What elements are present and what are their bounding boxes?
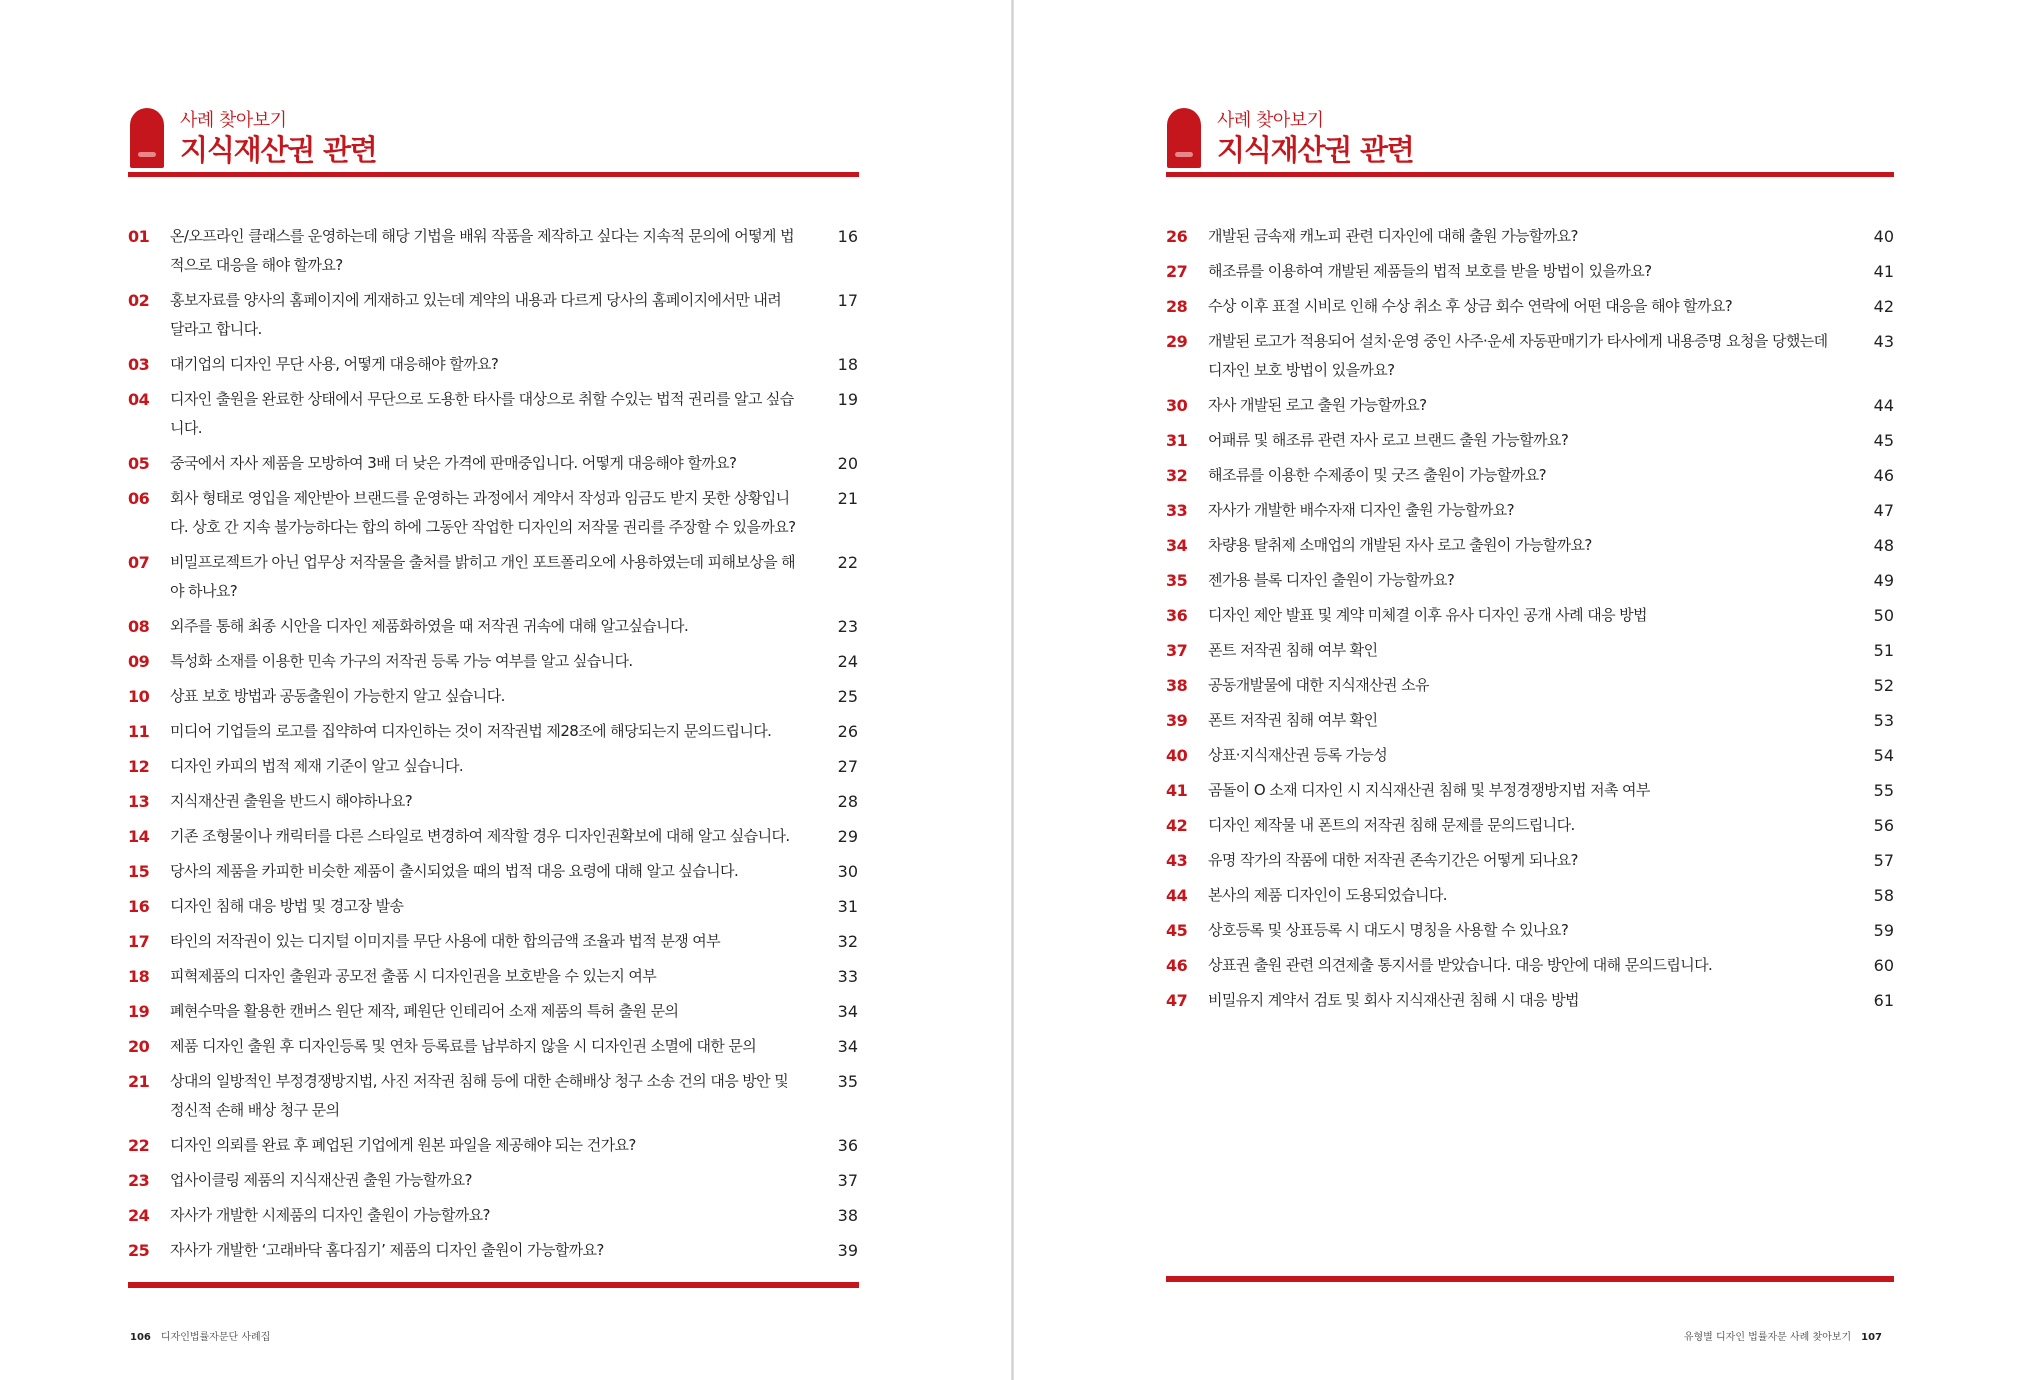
toc-entry-page: 16 bbox=[837, 227, 858, 246]
toc-entry-number: 07 bbox=[128, 553, 150, 572]
page-number: 106 bbox=[130, 1332, 151, 1343]
header-rule bbox=[128, 172, 859, 177]
toc-entry-page: 23 bbox=[837, 617, 858, 636]
toc-entry[interactable] bbox=[128, 682, 858, 711]
toc-entry-page: 25 bbox=[837, 687, 858, 706]
toc-entry[interactable] bbox=[1166, 811, 1894, 840]
toc-entry[interactable] bbox=[128, 962, 858, 991]
toc-entry-page: 29 bbox=[837, 827, 858, 846]
toc-entry-title: 회사 형태로 영입을 제안받아 브랜드를 운영하는 과정에서 계약서 작성과 임금도 받지 못한 상황입니다. 상호 간 지속 불가능하다는 합의 하에 그동안 작업한 디자인의 저작물 권리를 주장할 수 있을까요? bbox=[170, 489, 796, 536]
section-tab-icon bbox=[1167, 108, 1201, 168]
toc-entry-title: 자사가 개발한 시제품의 디자인 출원이 가능할까요? bbox=[170, 1206, 490, 1224]
toc-entry[interactable] bbox=[1166, 776, 1894, 805]
toc-entry-title: 업사이클링 제품의 지식재산권 출원 가능할까요? bbox=[170, 1171, 472, 1189]
toc-entry-number: 01 bbox=[128, 227, 150, 246]
toc-entry-title: 디자인 제작물 내 폰트의 저작권 침해 문제를 문의드립니다. bbox=[1208, 816, 1575, 834]
toc-entry-title: 폰트 저작권 침해 여부 확인 bbox=[1208, 641, 1378, 659]
header-rule bbox=[1166, 172, 1894, 177]
toc-entry[interactable] bbox=[1166, 496, 1894, 525]
toc-entry-title: 개발된 로고가 적용되어 설치·운영 중인 사주·운세 자동판매기가 타사에게 내용증명 요청을 당했는데 디자인 보호 방법이 있을까요? bbox=[1208, 332, 1828, 379]
toc-entry-number: 31 bbox=[1166, 431, 1188, 450]
toc-entry-title: 자사가 개발한 ‘고래바닥 홈다짐기’ 제품의 디자인 출원이 가능할까요? bbox=[170, 1241, 604, 1259]
toc-entry-number: 29 bbox=[1166, 332, 1188, 351]
toc-entry-number: 21 bbox=[128, 1072, 150, 1091]
toc-entry-title: 어패류 및 해조류 관련 자사 로고 브랜드 출원 가능할까요? bbox=[1208, 431, 1569, 449]
toc-entry-number: 17 bbox=[128, 932, 150, 951]
toc-entry-number: 25 bbox=[128, 1241, 150, 1260]
toc-entry-number: 14 bbox=[128, 827, 150, 846]
right-page bbox=[1015, 0, 2017, 1380]
toc-entry-page: 40 bbox=[1873, 227, 1894, 246]
toc-entry-number: 34 bbox=[1166, 536, 1188, 555]
toc-entry[interactable] bbox=[1166, 916, 1894, 945]
toc-entry-page: 51 bbox=[1873, 641, 1894, 660]
toc-entry-title: 해조류를 이용하여 개발된 제품들의 법적 보호를 받을 방법이 있을까요? bbox=[1208, 262, 1652, 280]
footer-title: 디자인법률자문단 사례집 bbox=[160, 1332, 271, 1343]
toc-entry-number: 43 bbox=[1166, 851, 1188, 870]
toc-entry-number: 42 bbox=[1166, 816, 1188, 835]
toc-entry-title: 미디어 기업들의 로고를 집약하여 디자인하는 것이 저작권법 제28조에 해당되는지 문의드립니다. bbox=[170, 722, 772, 740]
footer-rule bbox=[1166, 1276, 1894, 1282]
toc-entry-title: 젠가용 블록 디자인 출원이 가능할까요? bbox=[1208, 571, 1455, 589]
toc-entry[interactable] bbox=[1166, 671, 1894, 700]
section-subtitle: 사례 찾아보기 bbox=[1217, 110, 1324, 131]
toc-entry-title: 외주를 통해 최종 시안을 디자인 제품화하였을 때 저작권 귀속에 대해 알고싶습니다. bbox=[170, 617, 689, 635]
toc-entry-title: 상표·지식재산권 등록 가능성 bbox=[1208, 746, 1388, 764]
toc-entry[interactable] bbox=[128, 385, 858, 443]
toc-entry-page: 47 bbox=[1873, 501, 1894, 520]
page-footer bbox=[130, 1328, 270, 1343]
toc-entry-number: 23 bbox=[128, 1171, 150, 1190]
toc-entry-title: 디자인 의뢰를 완료 후 폐업된 기업에게 원본 파일을 제공해야 되는 건가요? bbox=[170, 1136, 636, 1154]
toc-entry-title: 디자인 침해 대응 방법 및 경고장 발송 bbox=[170, 897, 404, 915]
toc-entry-number: 13 bbox=[128, 792, 150, 811]
toc-entry-page: 39 bbox=[837, 1241, 858, 1260]
toc-entry-title: 대기업의 디자인 무단 사용, 어떻게 대응해야 할까요? bbox=[170, 355, 499, 373]
toc-entry-page: 55 bbox=[1873, 781, 1894, 800]
toc-entry-page: 32 bbox=[837, 932, 858, 951]
toc-entry[interactable] bbox=[1166, 636, 1894, 665]
toc-entry-number: 36 bbox=[1166, 606, 1188, 625]
toc-entry-number: 33 bbox=[1166, 501, 1188, 520]
footer-title: 유형별 디자인 법률자문 사례 찾아보기 bbox=[1683, 1332, 1852, 1343]
toc-entry-page: 31 bbox=[837, 897, 858, 916]
section-header bbox=[1165, 106, 1895, 176]
toc-entry-title: 상호등록 및 상표등록 시 대도시 명칭을 사용할 수 있나요? bbox=[1208, 921, 1569, 939]
toc-entry-number: 03 bbox=[128, 355, 150, 374]
toc-entry-number: 30 bbox=[1166, 396, 1188, 415]
toc-entry-title: 홍보자료를 양사의 홈페이지에 게재하고 있는데 계약의 내용과 다르게 당사의 홈페이지에서만 내려 달라고 합니다. bbox=[170, 291, 782, 338]
footer-rule bbox=[128, 1282, 859, 1288]
toc-entry[interactable] bbox=[128, 892, 858, 921]
toc-entry[interactable] bbox=[128, 822, 858, 851]
toc-entry-title: 해조류를 이용한 수제종이 및 굿즈 출원이 가능할까요? bbox=[1208, 466, 1546, 484]
toc-entry-page: 53 bbox=[1873, 711, 1894, 730]
toc-entry-number: 04 bbox=[128, 390, 150, 409]
toc-entry-title: 자사가 개발한 배수자재 디자인 출원 가능할까요? bbox=[1208, 501, 1515, 519]
toc-entry-page: 42 bbox=[1873, 297, 1894, 316]
toc-entry-number: 11 bbox=[128, 722, 150, 741]
toc-entry[interactable] bbox=[128, 717, 858, 746]
toc-entry[interactable] bbox=[128, 350, 858, 379]
toc-entry-title: 상대의 일방적인 부정경쟁방지법, 사진 저작권 침해 등에 대한 손해배상 청구 소송 건의 대응 방안 및 정신적 손해 배상 청구 문의 bbox=[170, 1072, 789, 1119]
toc-entry[interactable] bbox=[128, 787, 858, 816]
toc-entry-number: 37 bbox=[1166, 641, 1188, 660]
toc-entry-page: 34 bbox=[837, 1002, 858, 1021]
toc-entry-title: 제품 디자인 출원 후 디자인등록 및 연차 등록료를 납부하지 않을 시 디자인권 소멸에 대한 문의 bbox=[170, 1037, 757, 1055]
section-title: 지식재산권 관련 bbox=[1217, 133, 1414, 167]
toc-entry-title: 비밀프로젝트가 아닌 업무상 저작물을 출처를 밝히고 개인 포트폴리오에 사용하였는데 피해보상을 해야 하나요? bbox=[170, 553, 796, 600]
toc-entry[interactable] bbox=[1166, 257, 1894, 286]
toc-entry[interactable] bbox=[1166, 426, 1894, 455]
toc-entry-page: 19 bbox=[837, 390, 858, 409]
toc-entry-title: 상표권 출원 관련 의견제출 통지서를 받았습니다. 대응 방안에 대해 문의드립니다. bbox=[1208, 956, 1713, 974]
toc-entry[interactable] bbox=[128, 548, 858, 606]
section-tab-icon bbox=[130, 108, 164, 168]
toc-entry-page: 30 bbox=[837, 862, 858, 881]
toc-entry-page: 27 bbox=[837, 757, 858, 776]
toc-entry-page: 50 bbox=[1873, 606, 1894, 625]
toc-entry[interactable] bbox=[128, 1201, 858, 1230]
section-title: 지식재산권 관련 bbox=[180, 133, 377, 167]
toc-entry-page: 61 bbox=[1873, 991, 1894, 1010]
toc-entry-title: 폐현수막을 활용한 캔버스 원단 제작, 폐원단 인테리어 소재 제품의 특허 출원 문의 bbox=[170, 1002, 679, 1020]
toc-entry-title: 피혁제품의 디자인 출원과 공모전 출품 시 디자인권을 보호받을 수 있는지 여부 bbox=[170, 967, 657, 985]
toc-entry[interactable] bbox=[1166, 461, 1894, 490]
toc-entry[interactable] bbox=[128, 1131, 858, 1160]
toc-entry-page: 35 bbox=[837, 1072, 858, 1091]
toc-entry-page: 34 bbox=[837, 1037, 858, 1056]
toc-entry-number: 28 bbox=[1166, 297, 1188, 316]
toc-entry-page: 22 bbox=[837, 553, 858, 572]
toc-entry-number: 08 bbox=[128, 617, 150, 636]
toc-entry-number: 19 bbox=[128, 1002, 150, 1021]
toc-entry-page: 38 bbox=[837, 1206, 858, 1225]
toc-entry-title: 디자인 제안 발표 및 계약 미체결 이후 유사 디자인 공개 사례 대응 방법 bbox=[1208, 606, 1647, 624]
toc-entry-page: 41 bbox=[1873, 262, 1894, 281]
toc-entry-title: 수상 이후 표절 시비로 인해 수상 취소 후 상금 회수 연락에 어떤 대응을 해야 할까요? bbox=[1208, 297, 1733, 315]
toc-entry-page: 60 bbox=[1873, 956, 1894, 975]
toc-entry-title: 타인의 저작권이 있는 디지털 이미지를 무단 사용에 대한 합의금액 조율과 법적 분쟁 여부 bbox=[170, 932, 721, 950]
toc-entry-title: 비밀유지 계약서 검토 및 회사 지식재산권 침해 시 대응 방법 bbox=[1208, 991, 1579, 1009]
toc-entry-page: 18 bbox=[837, 355, 858, 374]
toc-entry-page: 57 bbox=[1873, 851, 1894, 870]
toc-entry[interactable] bbox=[1166, 951, 1894, 980]
toc-entry[interactable] bbox=[1166, 706, 1894, 735]
toc-entry-page: 37 bbox=[837, 1171, 858, 1190]
toc-entry[interactable] bbox=[1166, 566, 1894, 595]
toc-entry-page: 49 bbox=[1873, 571, 1894, 590]
toc-entry-title: 본사의 제품 디자인이 도용되었습니다. bbox=[1208, 886, 1447, 904]
toc-entry[interactable] bbox=[128, 927, 858, 956]
page-gutter bbox=[1011, 0, 1014, 1380]
toc-entry-title: 차량용 탈취제 소매업의 개발된 자사 로고 출원이 가능할까요? bbox=[1208, 536, 1592, 554]
toc-entry-page: 36 bbox=[837, 1136, 858, 1155]
toc-entry[interactable] bbox=[128, 1166, 858, 1195]
toc-entry[interactable] bbox=[1166, 846, 1894, 875]
toc-entry[interactable] bbox=[1166, 601, 1894, 630]
toc-entry-title: 중국에서 자사 제품을 모방하여 3배 더 낮은 가격에 판매중입니다. 어떻게 대응해야 할까요? bbox=[170, 454, 737, 472]
toc-entry-number: 46 bbox=[1166, 956, 1188, 975]
toc-entry[interactable] bbox=[1166, 881, 1894, 910]
toc-entry[interactable] bbox=[128, 1067, 858, 1125]
toc-entry-number: 47 bbox=[1166, 991, 1188, 1010]
toc-entry-number: 09 bbox=[128, 652, 150, 671]
toc-entry-page: 24 bbox=[837, 652, 858, 671]
toc-entry-page: 17 bbox=[837, 291, 858, 310]
toc-entry-page: 46 bbox=[1873, 466, 1894, 485]
toc-entry-page: 44 bbox=[1873, 396, 1894, 415]
toc-entry-title: 유명 작가의 작품에 대한 저작권 존속기간은 어떻게 되나요? bbox=[1208, 851, 1578, 869]
toc-entry-page: 43 bbox=[1873, 332, 1894, 351]
toc-entry-title: 폰트 저작권 침해 여부 확인 bbox=[1208, 711, 1378, 729]
toc-entry-page: 56 bbox=[1873, 816, 1894, 835]
page-number: 107 bbox=[1861, 1332, 1882, 1343]
toc-entry-number: 26 bbox=[1166, 227, 1188, 246]
toc-entry-number: 10 bbox=[128, 687, 150, 706]
toc-entry[interactable] bbox=[128, 752, 858, 781]
toc-entry-title: 온/오프라인 클래스를 운영하는데 해당 기법을 배워 작품을 제작하고 싶다는 지속적 문의에 어떻게 법적으로 대응을 해야 할까요? bbox=[170, 227, 794, 274]
toc-entry-page: 48 bbox=[1873, 536, 1894, 555]
toc-entry-title: 당사의 제품을 카피한 비슷한 제품이 출시되었을 때의 법적 대응 요령에 대해 알고 싶습니다. bbox=[170, 862, 739, 880]
toc-entry-page: 26 bbox=[837, 722, 858, 741]
toc-list bbox=[128, 222, 858, 1271]
toc-entry-page: 59 bbox=[1873, 921, 1894, 940]
toc-entry-title: 디자인 출원을 완료한 상태에서 무단으로 도용한 타사를 대상으로 취할 수있는 법적 권리를 알고 싶습니다. bbox=[170, 390, 794, 437]
toc-entry-page: 20 bbox=[837, 454, 858, 473]
toc-entry-number: 27 bbox=[1166, 262, 1188, 281]
page-footer bbox=[1684, 1328, 1882, 1343]
toc-entry[interactable] bbox=[128, 997, 858, 1026]
toc-entry-page: 52 bbox=[1873, 676, 1894, 695]
toc-entry-page: 33 bbox=[837, 967, 858, 986]
toc-entry-number: 38 bbox=[1166, 676, 1188, 695]
toc-entry-number: 24 bbox=[128, 1206, 150, 1225]
toc-entry-page: 54 bbox=[1873, 746, 1894, 765]
toc-entry[interactable] bbox=[128, 222, 858, 280]
toc-entry[interactable] bbox=[1166, 327, 1894, 385]
toc-entry[interactable] bbox=[1166, 292, 1894, 321]
toc-entry-number: 05 bbox=[128, 454, 150, 473]
toc-entry[interactable] bbox=[1166, 222, 1894, 251]
toc-entry-number: 02 bbox=[128, 291, 150, 310]
toc-entry-number: 16 bbox=[128, 897, 150, 916]
toc-entry[interactable] bbox=[128, 449, 858, 478]
section-header bbox=[128, 106, 858, 176]
toc-entry-title: 특성화 소재를 이용한 민속 가구의 저작권 등록 가능 여부를 알고 싶습니다. bbox=[170, 652, 633, 670]
toc-entry-number: 35 bbox=[1166, 571, 1188, 590]
toc-entry-title: 자사 개발된 로고 출원 가능할까요? bbox=[1208, 396, 1427, 414]
toc-entry-title: 디자인 카피의 법적 제재 기준이 알고 싶습니다. bbox=[170, 757, 464, 775]
toc-entry-number: 06 bbox=[128, 489, 150, 508]
toc-entry-number: 45 bbox=[1166, 921, 1188, 940]
toc-entry-title: 곰돌이 O 소재 디자인 시 지식재산권 침해 및 부정경쟁방지법 저촉 여부 bbox=[1208, 781, 1650, 799]
toc-entry[interactable] bbox=[128, 612, 858, 641]
toc-list bbox=[1166, 222, 1894, 1021]
toc-entry[interactable] bbox=[1166, 391, 1894, 420]
toc-entry-title: 상표 보호 방법과 공동출원이 가능한지 알고 싶습니다. bbox=[170, 687, 505, 705]
toc-entry[interactable] bbox=[128, 286, 858, 344]
toc-entry-number: 40 bbox=[1166, 746, 1188, 765]
toc-entry-page: 58 bbox=[1873, 886, 1894, 905]
toc-entry-number: 32 bbox=[1166, 466, 1188, 485]
toc-entry-page: 21 bbox=[837, 489, 858, 508]
toc-entry-number: 22 bbox=[128, 1136, 150, 1155]
toc-entry[interactable] bbox=[128, 1032, 858, 1061]
toc-entry[interactable] bbox=[128, 484, 858, 542]
toc-entry[interactable] bbox=[1166, 741, 1894, 770]
toc-entry-number: 15 bbox=[128, 862, 150, 881]
toc-entry[interactable] bbox=[128, 857, 858, 886]
toc-entry-number: 20 bbox=[128, 1037, 150, 1056]
toc-entry[interactable] bbox=[128, 1236, 858, 1265]
toc-entry[interactable] bbox=[1166, 986, 1894, 1015]
toc-entry-number: 12 bbox=[128, 757, 150, 776]
toc-entry-title: 지식재산권 출원을 반드시 해야하나요? bbox=[170, 792, 413, 810]
toc-entry[interactable] bbox=[1166, 531, 1894, 560]
toc-entry-number: 41 bbox=[1166, 781, 1188, 800]
toc-entry-number: 44 bbox=[1166, 886, 1188, 905]
toc-entry-title: 개발된 금속재 캐노피 관련 디자인에 대해 출원 가능할까요? bbox=[1208, 227, 1578, 245]
toc-entry-page: 45 bbox=[1873, 431, 1894, 450]
section-subtitle: 사례 찾아보기 bbox=[180, 110, 287, 131]
toc-entry-title: 기존 조형물이나 캐릭터를 다른 스타일로 변경하여 제작할 경우 디자인권확보에 대해 알고 싶습니다. bbox=[170, 827, 790, 845]
toc-entry[interactable] bbox=[128, 647, 858, 676]
toc-entry-number: 18 bbox=[128, 967, 150, 986]
toc-entry-title: 공동개발물에 대한 지식재산권 소유 bbox=[1208, 676, 1429, 694]
toc-entry-page: 28 bbox=[837, 792, 858, 811]
toc-entry-number: 39 bbox=[1166, 711, 1188, 730]
